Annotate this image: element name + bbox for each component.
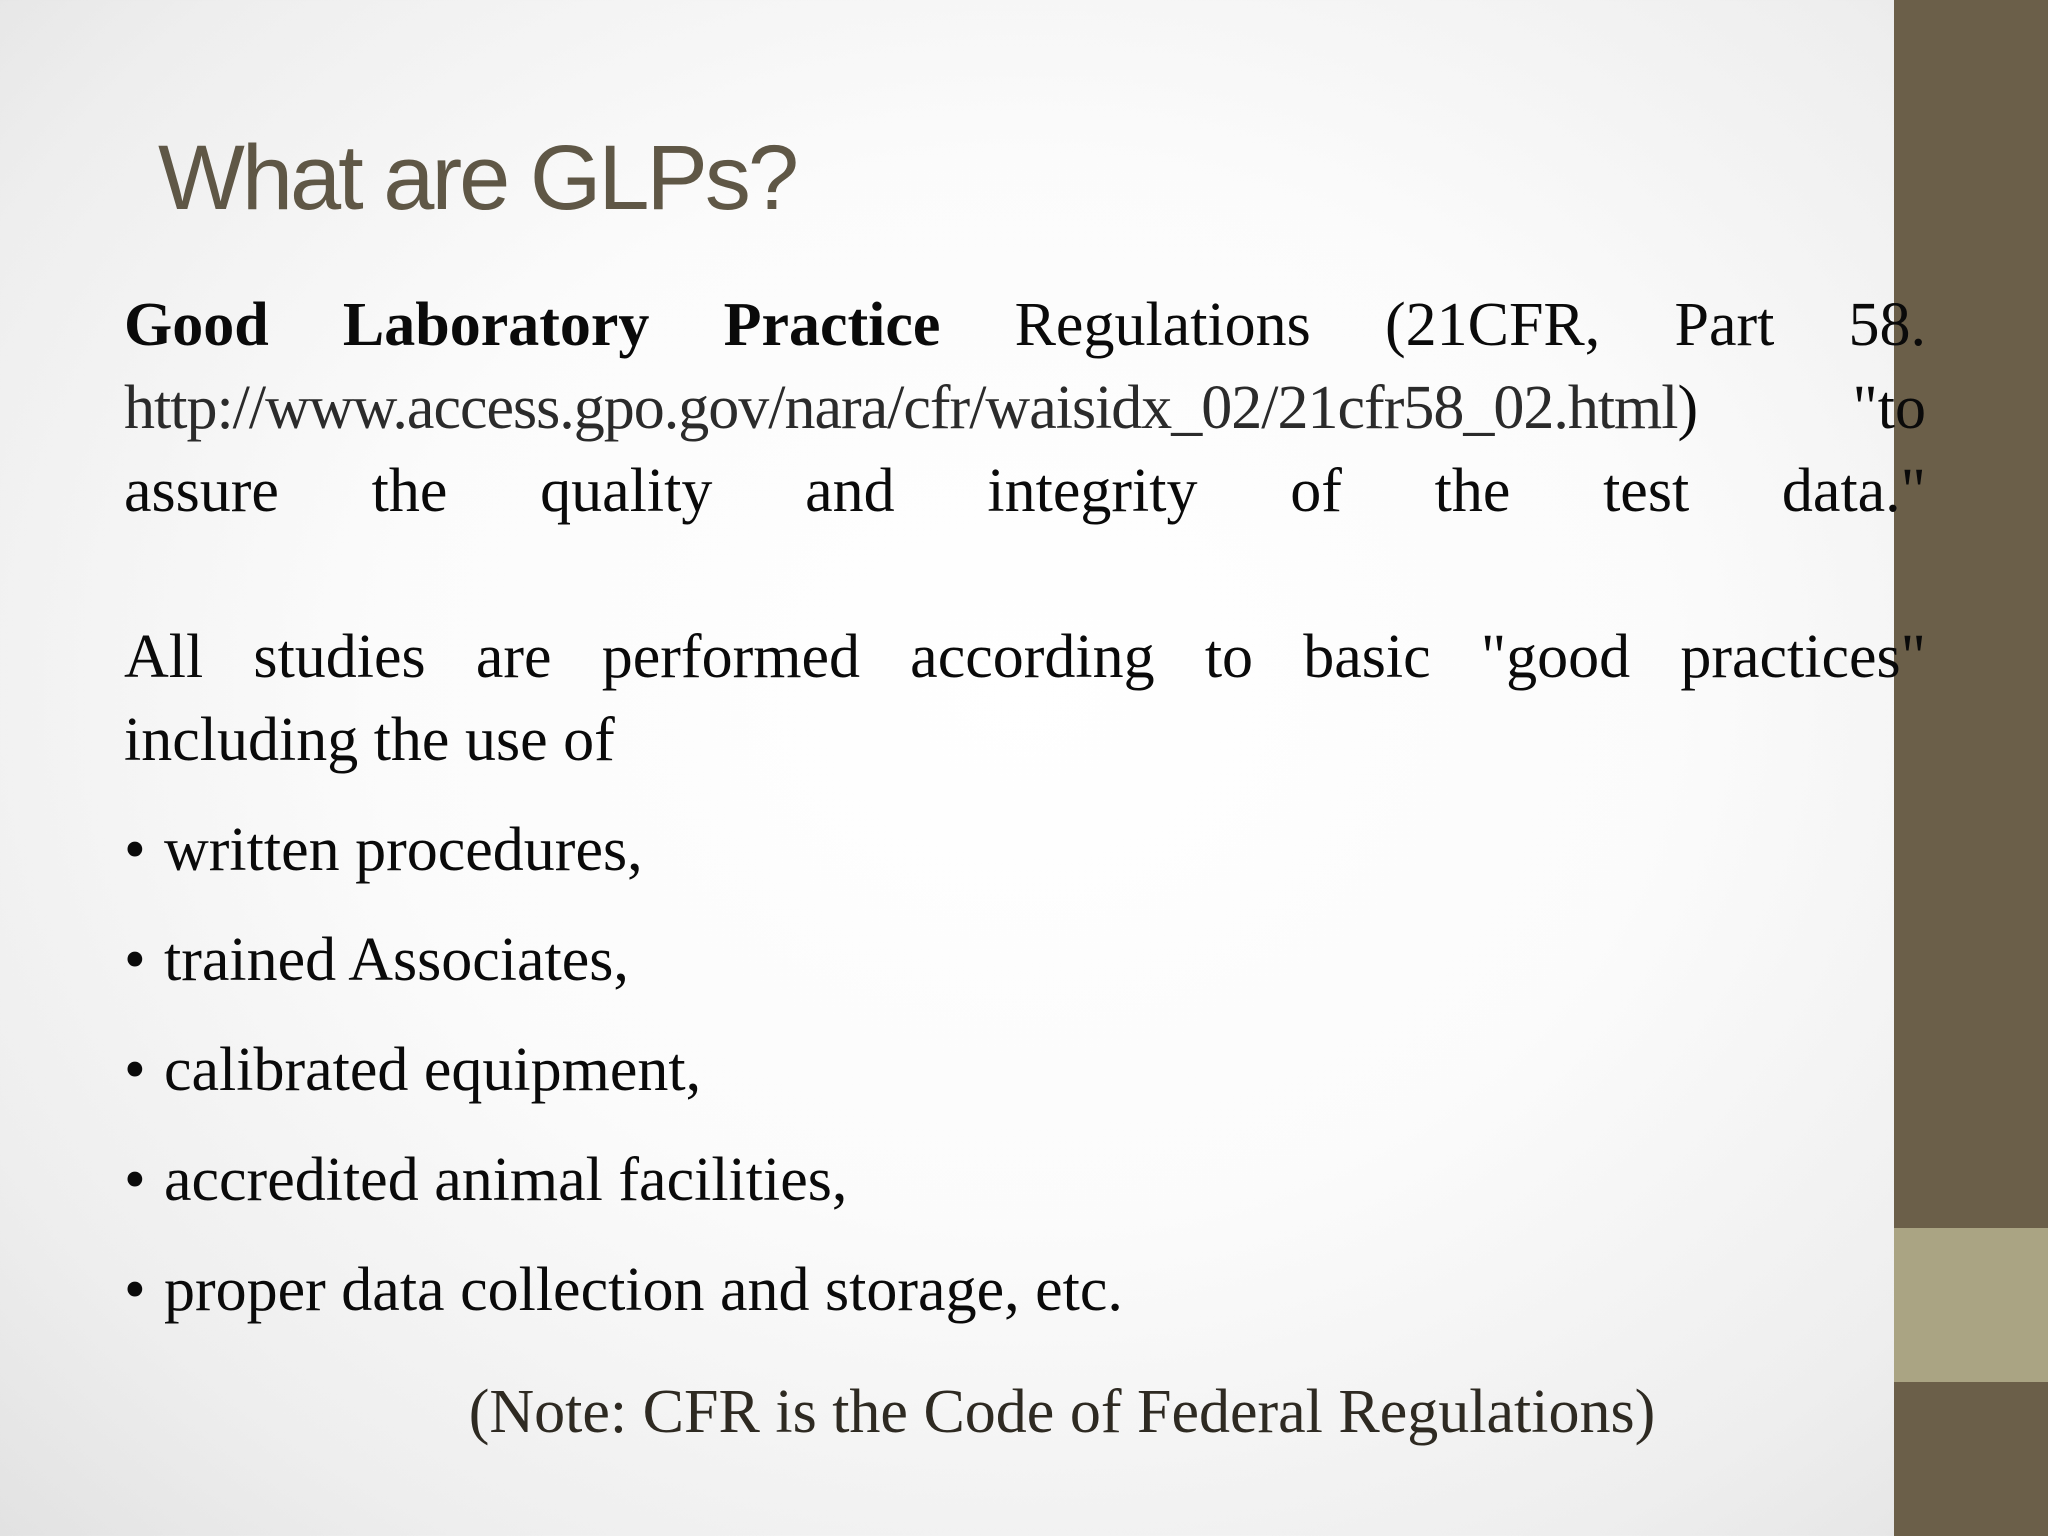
slide-body	[124, 284, 1926, 1359]
list-item-text: trained Associates,	[164, 926, 629, 994]
regulation-reference: Regulations (21CFR, Part 58.	[940, 291, 1927, 359]
list-item-text: written procedures,	[164, 816, 643, 884]
studies-paragraph-line1: All studies are performed according to basic "good practices"	[124, 623, 1926, 691]
list-item-text: proper data collection and storage, etc.	[164, 1256, 1123, 1324]
studies-paragraph-line2: including the use of	[124, 706, 615, 774]
list-item	[124, 919, 1926, 1029]
bullet-marker: •	[124, 1256, 146, 1324]
slide-title: What are GLPs?	[158, 127, 797, 229]
glp-purpose-quote: ) "to assure the quality and integrity of the test data."	[124, 374, 1926, 525]
studies-paragraph	[124, 616, 1926, 782]
regulation-url: http://www.access.gpo.gov/nara/cfr/waisidx_02/21cfr58_02.html	[124, 374, 1678, 442]
list-item-text: accredited animal facilities,	[164, 1146, 848, 1214]
bullet-marker: •	[124, 816, 146, 884]
list-item	[124, 809, 1926, 919]
glp-definition-paragraph	[124, 284, 1926, 533]
bullet-marker: •	[124, 926, 146, 994]
list-item	[124, 1249, 1926, 1359]
practices-list	[124, 809, 1926, 1359]
glp-term: Good Laboratory Practice	[124, 291, 941, 359]
bullet-marker: •	[124, 1146, 146, 1214]
cfr-note: (Note: CFR is the Code of Federal Regulations)	[468, 1378, 1656, 1446]
list-item-text: calibrated equipment,	[164, 1036, 702, 1104]
list-item	[124, 1139, 1926, 1249]
list-item	[124, 1029, 1926, 1139]
bullet-marker: •	[124, 1036, 146, 1104]
